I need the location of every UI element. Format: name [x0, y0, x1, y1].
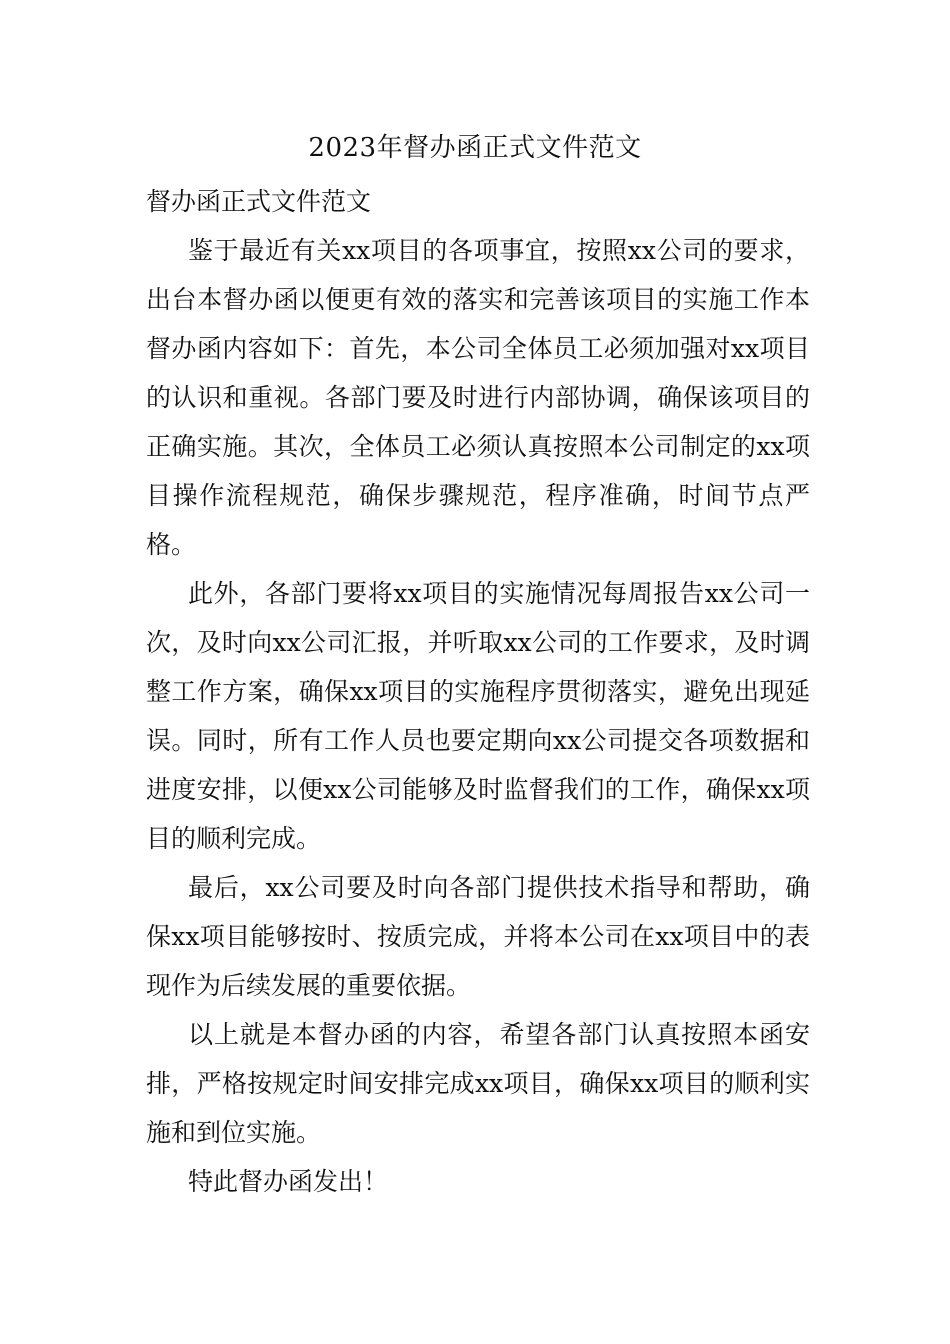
- paragraph-2: 此外，各部门要将xx项目的实施情况每周报告xx公司一次，及时向xx公司汇报，并听取xx公司的工作要求，及时调整工作方案，确保xx项目的实施程序贯彻落实，避免出现延误。同时，所有工作人员也要定期向xx公司提交各项数据和进度安排，以便xx公司能够及时监督我们的工作，确保xx项目的顺利完成。: [146, 579, 810, 853]
- paragraph-1: 鉴于最近有关xx项目的各项事宜，按照xx公司的要求，出台本督办函以便更有效的落实和完善该项目的实施工作本督办函内容如下：首先，本公司全体员工必须加强对xx项目的认识和重视。各部门要及时进行内部协调，确保该项目的正确实施。其次，全体员工必须认真按照本公司制定的xx项目操作流程规范，确保步骤规范，程序准确，时间节点严格。: [146, 236, 810, 559]
- paragraph-4: 以上就是本督办函的内容，希望各部门认真按照本函安排，严格按规定时间安排完成xx项目，确保xx项目的顺利实施和到位实施。: [146, 1020, 810, 1147]
- document-subtitle: 督办函正式文件范文: [146, 187, 372, 216]
- paragraph-3: 最后，xx公司要及时向各部门提供技术指导和帮助，确保xx项目能够按时、按质完成，并将本公司在xx项目中的表现作为后续发展的重要依据。: [146, 873, 810, 1000]
- paragraph-5: 特此督办函发出！: [188, 1167, 389, 1196]
- document-title: 2023年督办函正式文件范文: [308, 133, 642, 163]
- document-body: [146, 226, 810, 1206]
